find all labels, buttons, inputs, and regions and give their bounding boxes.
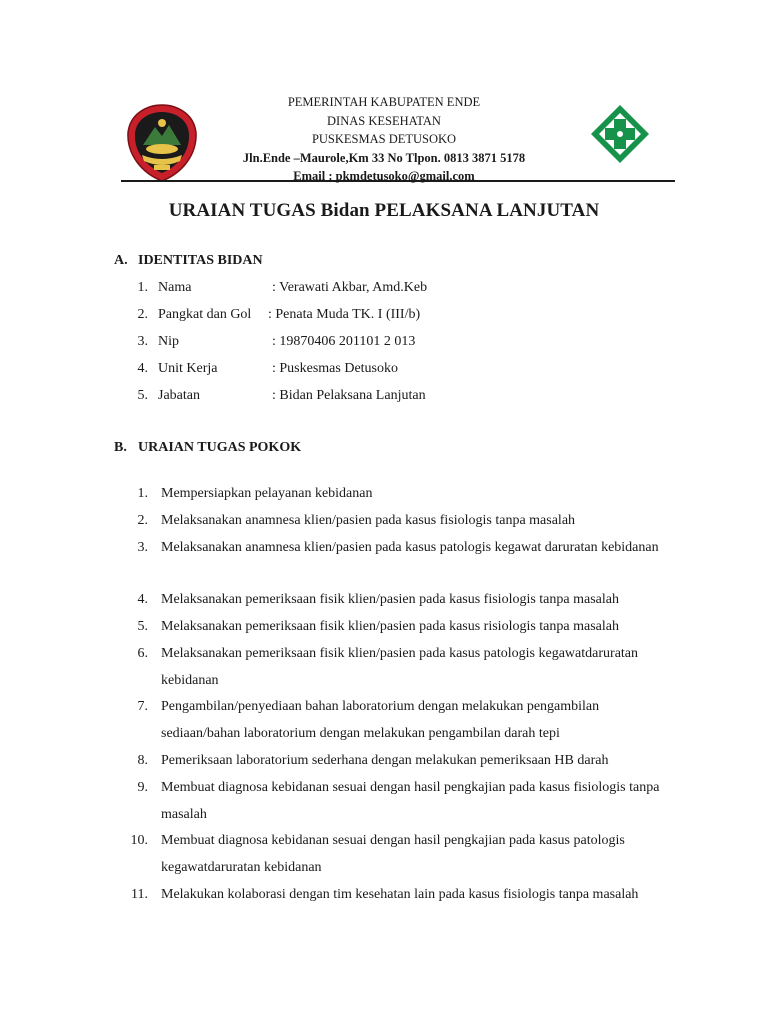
identity-row-value: : Verawati Akbar, Amd.Keb (272, 280, 428, 295)
identity-row-label: Nip (158, 334, 179, 349)
task-number: 11. (131, 887, 148, 902)
task-number: 8. (137, 753, 148, 768)
task-text: Melaksanakan anamnesa klien/pasien pada kasus patologis kegawat daruratan kebidanan (161, 540, 659, 555)
identity-row-number: 2. (137, 307, 148, 322)
task-text: Melaksanakan pemeriksaan fisik klien/pasien pada kasus patologis kegawatdaruratan kebidanan (161, 646, 639, 688)
task-text: Membuat diagnosa kebidanan sesuai dengan hasil pengkajian pada kasus fisiologis tanpa masalah (161, 780, 660, 822)
section-b-title: URAIAN TUGAS POKOK (138, 440, 302, 455)
identity-row-label: Unit Kerja (158, 361, 218, 376)
identity-row-value: : Penata Muda TK. I (III/b) (268, 307, 421, 322)
identity-row-value: : 19870406 201101 2 013 (272, 334, 416, 349)
task-text: Melakukan kolaborasi dengan tim kesehatan lain pada kasus fisiologis tanpa masalah (161, 887, 639, 902)
section-b-heading (114, 440, 301, 456)
task-number: 3. (137, 540, 148, 555)
letterhead-puskesmas: PUSKESMAS DETUSOKO (311, 132, 457, 146)
identity-row-label: Jabatan (158, 388, 200, 403)
identity-row-value: : Puskesmas Detusoko (272, 361, 398, 376)
letterhead-department: DINAS KESEHATAN (327, 113, 441, 128)
section-a-heading (114, 253, 263, 269)
task-number: 5. (137, 619, 148, 634)
task-text: Melaksanakan pemeriksaan fisik klien/pasien pada kasus risiologis tanpa masalah (161, 619, 619, 634)
letterhead-government: PEMERINTAH KABUPATEN ENDE (287, 95, 481, 109)
identity-row-number: 4. (137, 361, 148, 376)
identity-row-label: Pangkat dan Gol (158, 307, 252, 322)
letterhead-address: Jln.Ende –Maurole,Km 33 No Tlpon. 0813 3871 5178 (242, 150, 526, 165)
header-rule (121, 180, 675, 182)
task-text: Mempersiapkan pelayanan kebidanan (161, 486, 373, 501)
section-a-letter: A. (114, 253, 128, 268)
task-text: Pengambilan/penyediaan bahan laboratorium dengan melakukan pengambilan sediaan/bahan laboratorium dengan melakukan pengambilan darah tepi (161, 699, 600, 741)
task-text: Melaksanakan pemeriksaan fisik klien/pasien pada kasus fisiologis tanpa masalah (161, 592, 619, 607)
kabupaten-ende-logo-icon (124, 103, 200, 183)
letterhead (200, 93, 568, 186)
task-number: 6. (137, 646, 148, 661)
section-b-letter: B. (114, 440, 127, 455)
identity-row-value: : Bidan Pelaksana Lanjutan (272, 388, 426, 403)
task-number: 7. (137, 699, 148, 714)
task-number: 9. (137, 780, 148, 795)
task-text: Membuat diagnosa kebidanan sesuai dengan hasil pengkajian pada kasus patologis kegawatdaruratan kebidanan (161, 833, 625, 875)
task-number: 2. (137, 513, 148, 528)
letterhead-email: Email : pkmdetusoko@gmail.com (293, 169, 475, 183)
identity-row-label: Nama (158, 280, 192, 295)
task-number: 10. (130, 833, 148, 848)
section-a-title: IDENTITAS BIDAN (138, 253, 263, 268)
document-title: URAIAN TUGAS Bidan PELAKSANA LANJUTAN (168, 200, 600, 221)
identity-row-number: 1. (137, 280, 148, 295)
task-text: Pemeriksaan laboratorium sederhana dengan melakukan pemeriksaan HB darah (161, 753, 609, 768)
task-text: Melaksanakan anamnesa klien/pasien pada kasus fisiologis tanpa masalah (161, 513, 576, 528)
task-number: 4. (137, 592, 148, 607)
puskesmas-logo-icon (589, 103, 651, 175)
identity-row-number: 3. (137, 334, 148, 349)
task-number: 1. (137, 486, 148, 501)
identity-row-number: 5. (137, 388, 148, 403)
